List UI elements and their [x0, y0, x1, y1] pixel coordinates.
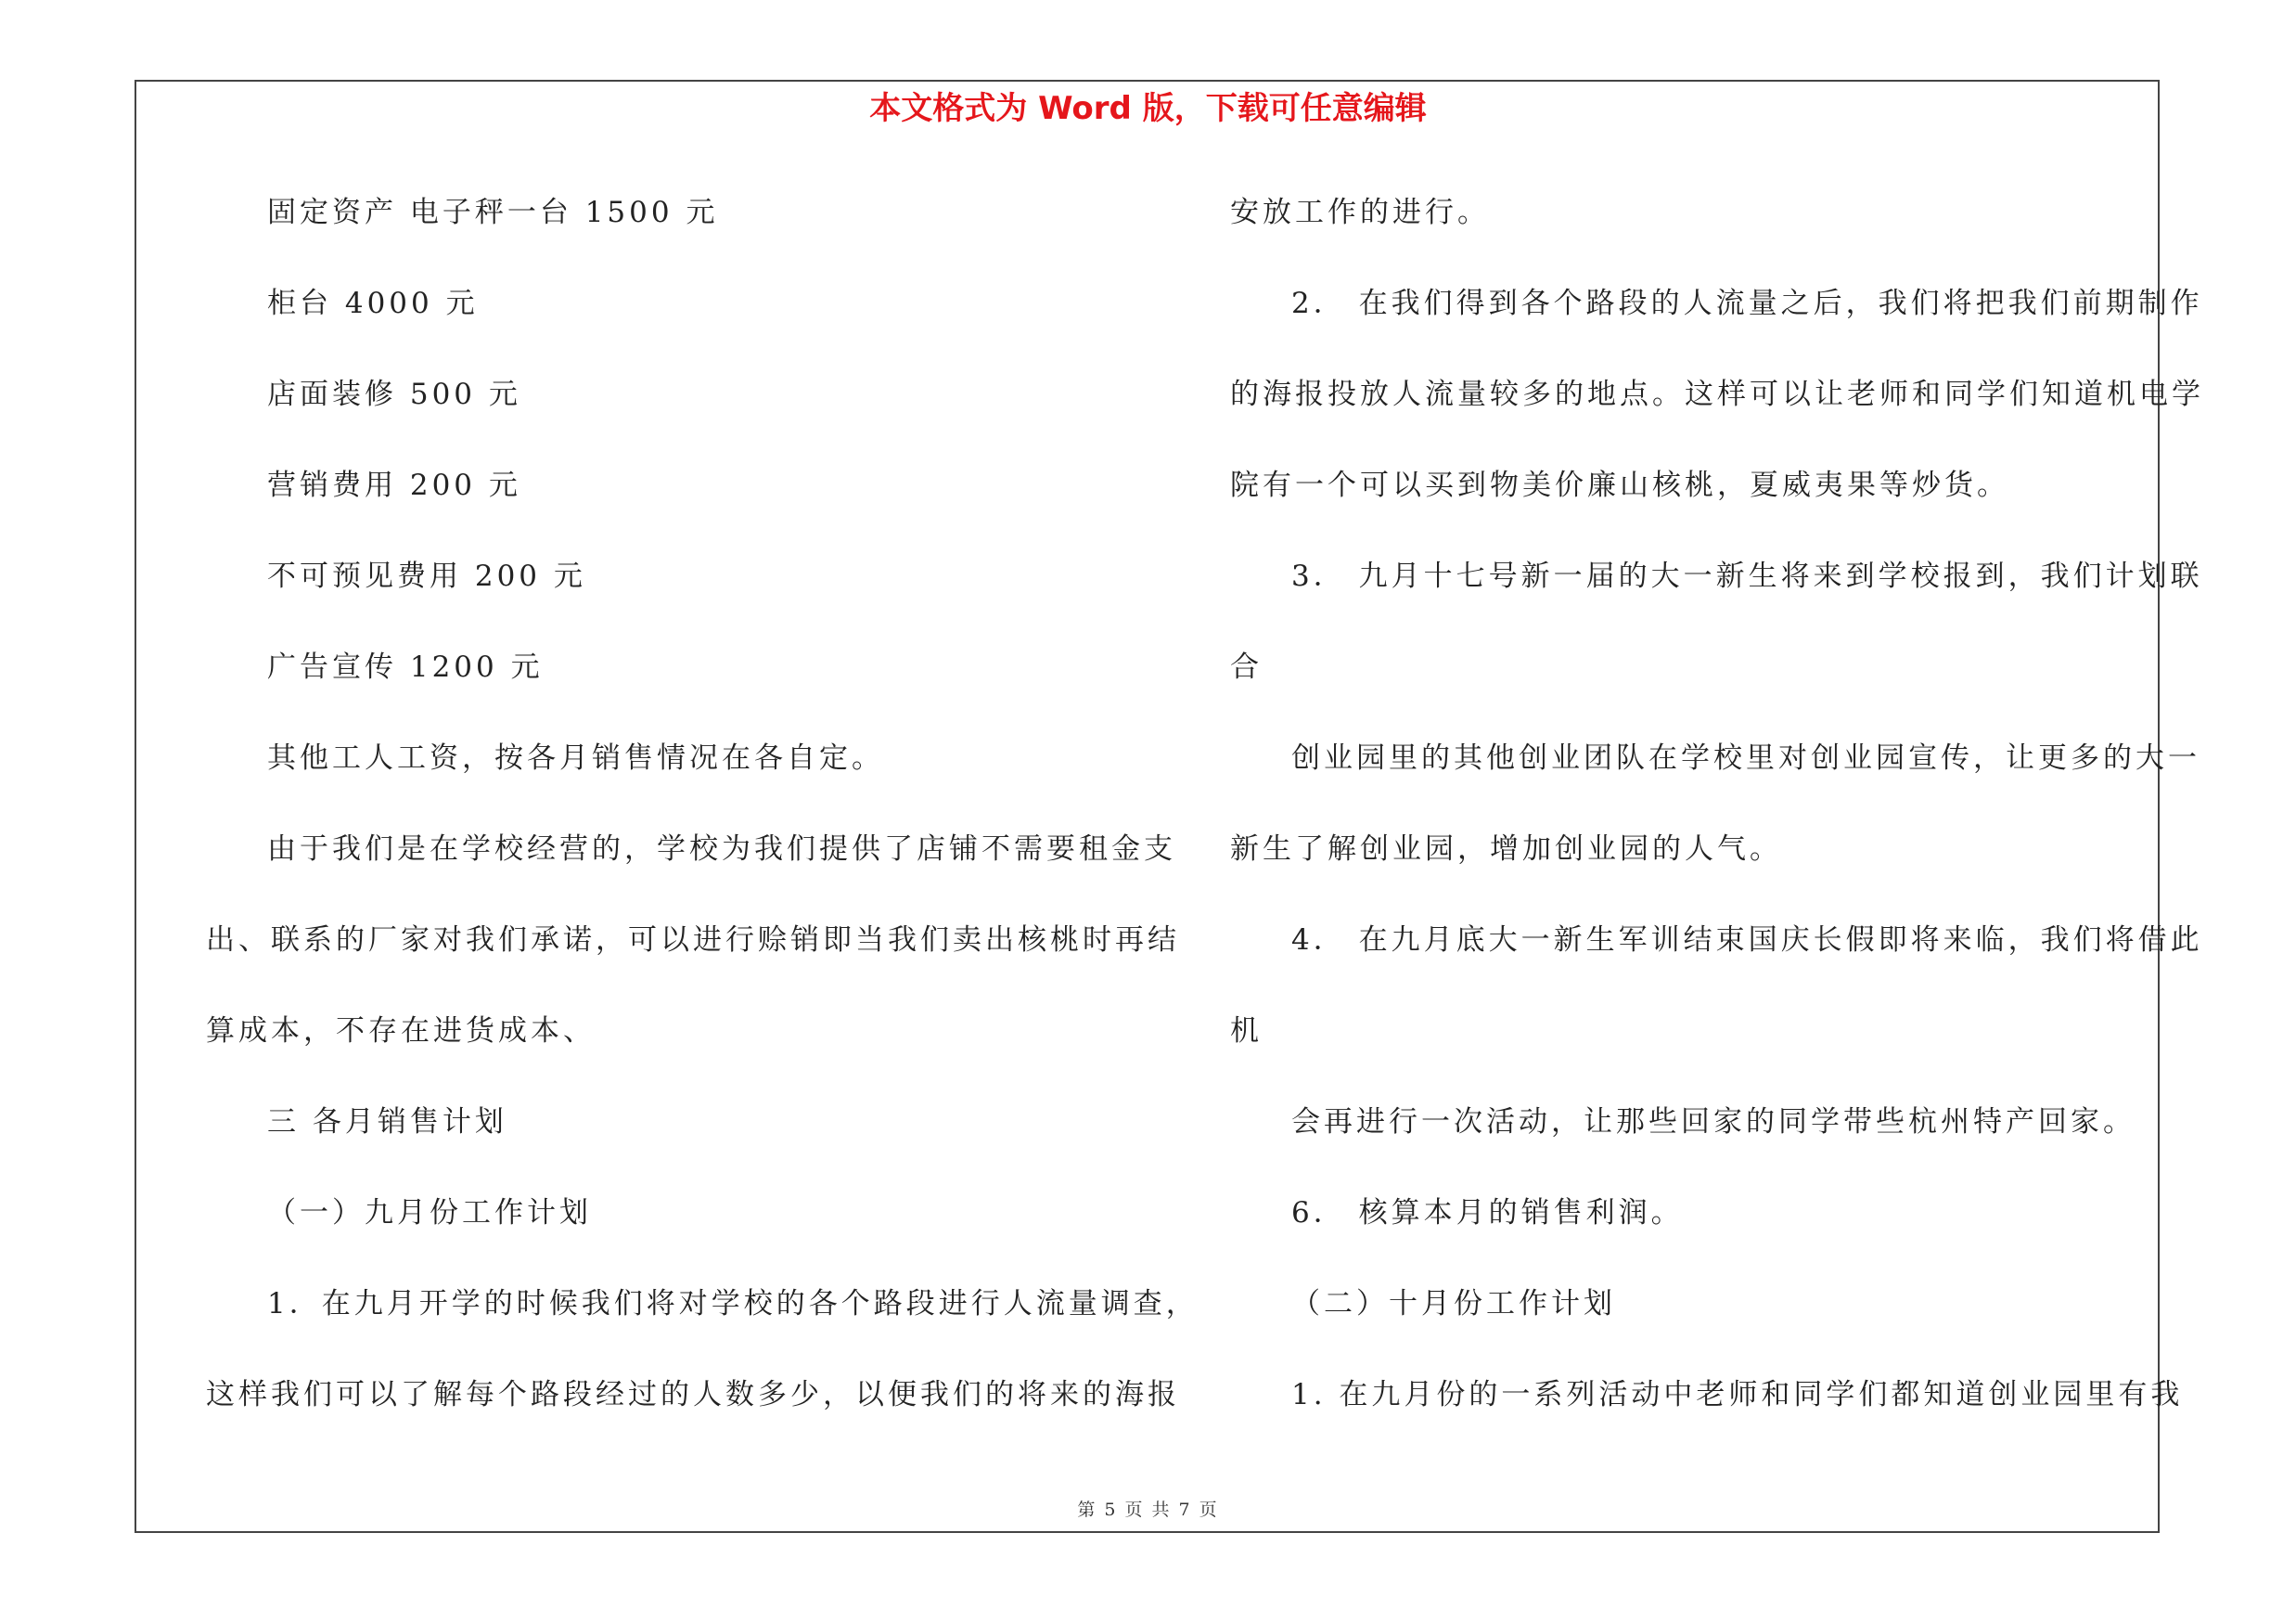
text-line: 6． 核算本月的销售利润。 [1291, 1196, 1684, 1230]
text-line: 1．在九月开学的时候我们将对学校的各个路段进行人流量调查， [267, 1287, 1199, 1320]
text-line: （一）九月份工作计划 [267, 1196, 592, 1230]
text-line: 其他工人工资，按各月销售情况在各自定。 [267, 741, 884, 775]
text-line: 出、联系的厂家对我们承诺，可以进行赊销即当我们卖出核桃时再结 [206, 923, 1180, 957]
text-line: 1. 在九月份的一系列活动中老师和同学们都知道创业园里有我 [1291, 1378, 2184, 1411]
text-line: 三 各月销售计划 [267, 1105, 507, 1139]
text-line: 的海报投放人流量较多的地点。这样可以让老师和同学们知道机电学 [1230, 378, 2204, 411]
text-line: 柜台 4000 元 [267, 287, 479, 320]
text-line: 广告宣传 1200 元 [267, 650, 544, 684]
text-line: 这样我们可以了解每个路段经过的人数多少，以便我们的将来的海报 [206, 1378, 1180, 1411]
text-line: 由于我们是在学校经营的，学校为我们提供了店铺不需要租金支 [267, 832, 1176, 866]
text-line: 店面装修 500 元 [267, 378, 521, 411]
text-line: 3． 九月十七号新一届的大一新生将来到学校报到，我们计划联 [1291, 560, 2203, 593]
text-line: 固定资产 电子秤一台 1500 元 [267, 196, 719, 229]
header-banner: 本文格式为 Word 版，下载可任意编辑 [869, 90, 1427, 127]
text-line: 院有一个可以买到物美价廉山核桃，夏威夷果等炒货。 [1230, 469, 2009, 502]
left-column [206, 185, 1199, 1458]
text-line: 营销费用 200 元 [267, 469, 521, 502]
text-line: 2． 在我们得到各个路段的人流量之后，我们将把我们前期制作 [1291, 287, 2203, 320]
text-line: 新生了解创业园，增加创业园的人气。 [1230, 832, 1782, 866]
text-line: 安放工作的进行。 [1230, 196, 1490, 229]
text-line: 机 [1230, 1014, 1263, 1048]
page-footer: 第 5 页 共 7 页 [1077, 1500, 1219, 1520]
right-column [1230, 185, 2204, 1458]
text-line: 会再进行一次活动，让那些回家的同学带些杭州特产回家。 [1291, 1105, 2136, 1139]
text-line: 合 [1230, 650, 1263, 684]
text-line: （二）十月份工作计划 [1291, 1287, 1616, 1320]
text-line: 4． 在九月底大一新生军训结束国庆长假即将来临，我们将借此 [1291, 923, 2203, 957]
text-line: 创业园里的其他创业团队在学校里对创业园宣传，让更多的大一 [1291, 741, 2200, 775]
text-line: 不可预见费用 200 元 [267, 560, 586, 593]
text-line: 算成本，不存在进货成本、 [206, 1014, 596, 1048]
